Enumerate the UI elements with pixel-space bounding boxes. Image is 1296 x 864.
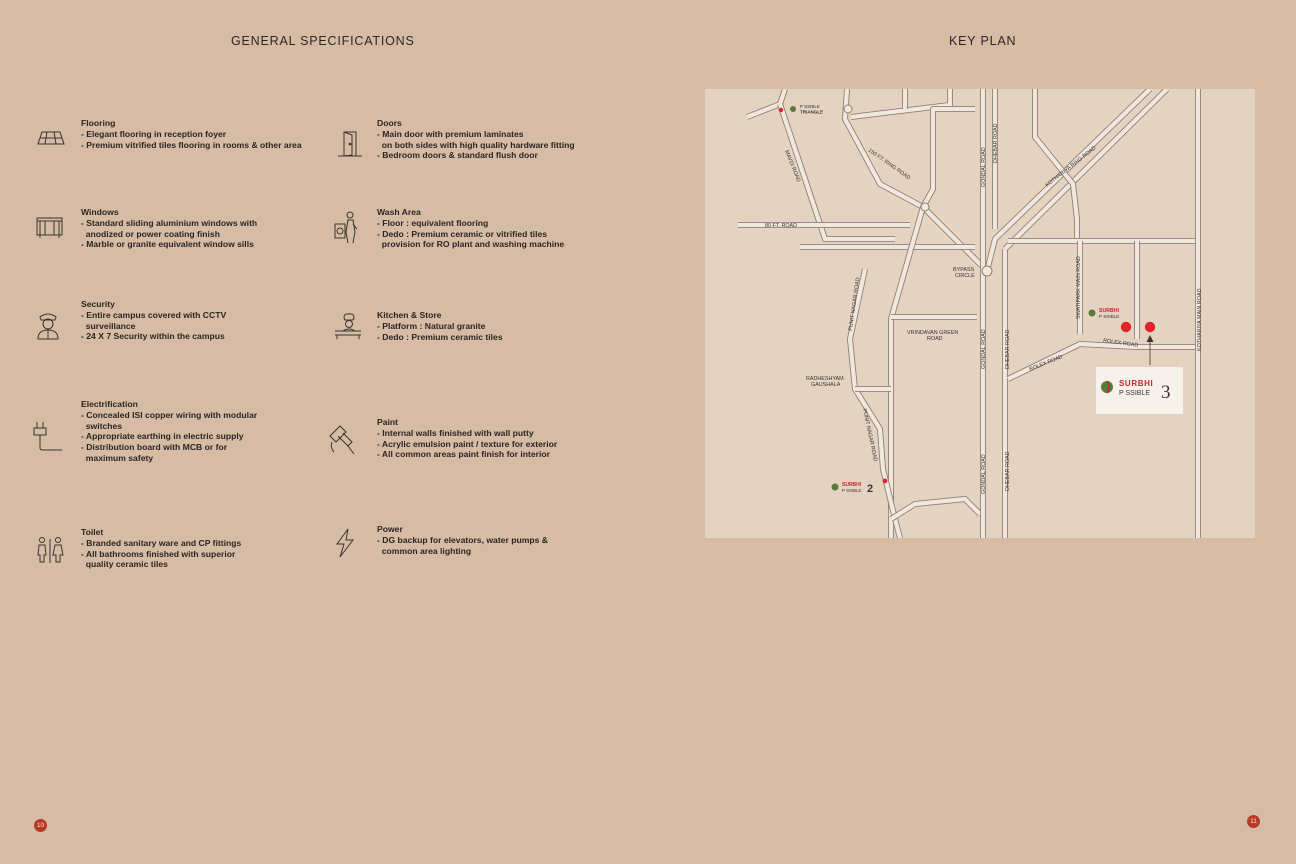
brand-text: TRIANGLE xyxy=(800,109,823,115)
road-label: ROLEX ROAD xyxy=(1102,338,1139,349)
road-label: GONDAL ROAD xyxy=(981,147,987,187)
spec-line: - Distribution board with MCB or for xyxy=(81,442,228,453)
spec-paint-title: Paint xyxy=(377,417,399,427)
place-label: GAUSHALA xyxy=(811,382,841,388)
spec-power-title: Power xyxy=(377,524,403,534)
security-guard-icon xyxy=(31,309,65,343)
surbhi-possible-2-logo xyxy=(832,482,874,495)
paint-brush-icon xyxy=(326,422,360,456)
spec-line: switches xyxy=(81,420,123,431)
place-label: BYPASS xyxy=(953,267,975,273)
spec-line: - Standard sliding aluminium windows with xyxy=(81,217,258,228)
location-marker xyxy=(779,108,783,112)
spec-line: - Branded sanitary ware and CP fittings xyxy=(81,537,242,548)
spec-line: - All common areas paint finish for interior xyxy=(377,449,551,460)
lightning-bolt-icon xyxy=(328,526,362,560)
road-label: 150 FT. RING ROAD xyxy=(866,147,912,182)
road-label: DHEBAR ROAD xyxy=(993,123,999,163)
spec-security-title: Security xyxy=(81,299,115,309)
brand-text: 3 xyxy=(1161,382,1171,403)
washing-icon xyxy=(331,210,365,244)
spec-line: - Premium vitrified tiles flooring in rooms & other area xyxy=(81,139,302,150)
location-marker xyxy=(883,479,888,484)
road-label: GONDAL ROAD xyxy=(981,329,987,369)
location-marker xyxy=(1121,322,1131,332)
spec-line: - Floor : equivalent flooring xyxy=(377,217,489,228)
brand-text: 2 xyxy=(867,483,874,495)
floor-tiles-icon xyxy=(34,122,68,156)
road-label: KOTHARIYA MAIN ROAD xyxy=(1197,288,1203,351)
road-label: SWATIPARK MAIN ROAD xyxy=(1076,256,1082,319)
spec-kitchen-title: Kitchen & Store xyxy=(377,310,442,320)
possible-triangle-logo xyxy=(790,104,823,115)
brand-text: P SSIBLE xyxy=(800,104,820,109)
spec-line: - DG backup for elevators, water pumps & xyxy=(377,534,548,545)
spec-line: - Marble or granite equivalent window sills xyxy=(81,239,254,250)
general-specifications-heading: GENERAL SPECIFICATIONS xyxy=(231,34,415,48)
brand-text: SURBHI xyxy=(1119,379,1154,388)
spec-toilet xyxy=(81,527,241,570)
spec-flooring xyxy=(81,118,302,150)
spec-line: - Platform : Natural granite xyxy=(377,320,486,331)
place-label: CIRCLE xyxy=(955,273,975,279)
chef-icon xyxy=(331,310,365,344)
toilet-people-icon xyxy=(33,535,67,569)
brand-text: SURBHI xyxy=(842,482,862,488)
spec-line: - Acrylic emulsion paint / texture for exterior xyxy=(377,438,558,449)
road-label: DHEBAR ROAD xyxy=(1005,329,1011,369)
key-plan-heading: KEY PLAN xyxy=(949,34,1017,48)
place-label: RADHESHYAM xyxy=(806,376,844,382)
spec-line: - Internal walls finished with wall putty xyxy=(377,427,534,438)
spec-line: on both sides with high quality hardware fitting xyxy=(377,139,575,150)
key-plan-map xyxy=(705,89,1255,538)
spec-flooring-title: Flooring xyxy=(81,118,116,128)
page-number-left: 10 xyxy=(34,819,47,832)
road-label: MAVDI ROAD xyxy=(783,149,802,184)
spec-line: - Dedo : Premium ceramic or vitrified tiles xyxy=(377,228,548,239)
place-label: VRINDAVAN GREEN xyxy=(907,330,959,336)
spec-wash-area xyxy=(377,207,564,250)
road-label: ROLEX ROAD xyxy=(1028,354,1064,373)
spec-line: quality ceramic tiles xyxy=(81,559,168,570)
place-label: ROAD xyxy=(927,336,943,342)
spec-line: common area lighting xyxy=(377,545,472,556)
spec-electrification-title: Electrification xyxy=(81,399,138,409)
spec-doors xyxy=(377,118,575,161)
spec-line: surveillance xyxy=(81,320,136,331)
location-marker xyxy=(1145,322,1155,332)
spec-line: - Elegant flooring in reception foyer xyxy=(81,128,227,139)
electric-plug-icon xyxy=(32,418,66,452)
road-label: GONDAL ROAD xyxy=(981,454,987,494)
spec-paint xyxy=(377,417,557,460)
spec-security xyxy=(81,299,226,342)
spec-line: - Entire campus covered with CCTV xyxy=(81,309,227,320)
surbhi-possible-logo-small xyxy=(1089,308,1120,319)
spec-wash-title: Wash Area xyxy=(377,207,421,217)
road-label: 80 FT. ROAD xyxy=(765,223,798,229)
spec-line: provision for RO plant and washing machine xyxy=(377,239,565,250)
spec-toilet-title: Toilet xyxy=(81,527,104,537)
surbhi-possible-3-logo xyxy=(1096,367,1183,414)
spec-windows xyxy=(81,207,257,250)
door-icon xyxy=(333,128,367,162)
spec-line: maximum safety xyxy=(81,452,154,463)
spec-kitchen xyxy=(377,310,503,342)
spec-line: - 24 X 7 Security within the campus xyxy=(81,331,225,342)
brand-text: P SSIBLE xyxy=(1099,314,1120,319)
spec-electrification xyxy=(81,399,257,464)
page-number-right: 11 xyxy=(1247,815,1260,828)
brand-text: SURBHI xyxy=(1099,308,1119,314)
window-icon xyxy=(33,211,67,245)
road-label: KOTHARIYA RING ROAD xyxy=(1044,145,1098,189)
road-label: DHEBAR ROAD xyxy=(1005,451,1011,491)
spec-line: - Dedo : Premium ceramic tiles xyxy=(377,331,503,342)
road-label: PUNIT NAGAR ROAD xyxy=(861,408,879,463)
spec-line: - Main door with premium laminates xyxy=(377,128,524,139)
spec-line: - Appropriate earthing in electric supply xyxy=(81,431,244,442)
spec-line: - All bathrooms finished with superior xyxy=(81,548,236,559)
brand-text: P SSIBLE xyxy=(842,488,862,493)
spec-line: anodized or power coating finish xyxy=(81,228,220,239)
spec-power xyxy=(377,524,548,556)
spec-line: - Concealed ISI copper wiring with modular xyxy=(81,409,258,420)
spec-doors-title: Doors xyxy=(377,118,402,128)
brand-text: P SSIBLE xyxy=(1119,390,1151,397)
spec-windows-title: Windows xyxy=(81,207,119,217)
spec-line: - Bedroom doors & standard flush door xyxy=(377,150,538,161)
road-label: PUNIT NAGAR ROAD xyxy=(848,277,862,332)
